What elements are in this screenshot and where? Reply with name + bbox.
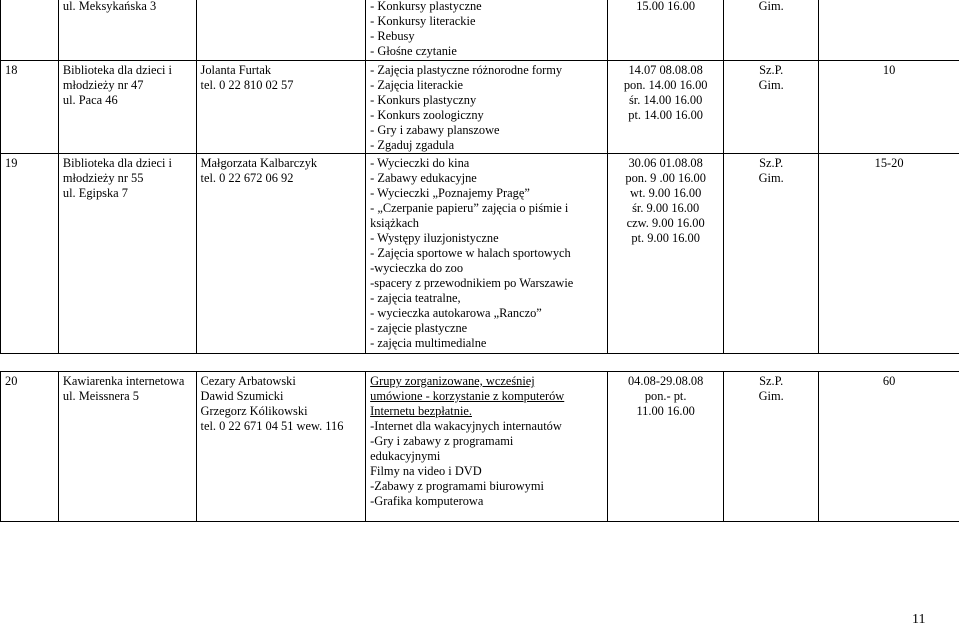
cell-line: - Wycieczki do kina: [370, 156, 470, 170]
cell-line: 11.00 16.00: [636, 404, 695, 418]
cell-line: Małgorzata Kalbarczyk: [200, 156, 318, 170]
participants-cell: [819, 0, 959, 61]
institution-cell: [58, 61, 196, 154]
cell-line: - Zajęcia plastyczne różnorodne formy: [370, 63, 563, 77]
cell-line: 15.00 16.00: [636, 0, 696, 13]
cell-line: Jolanta Furtak: [200, 63, 272, 77]
group-cell: [724, 372, 819, 522]
row-number-cell: [1, 0, 59, 61]
cell-line: pon. 14.00 16.00: [623, 78, 708, 92]
institution-cell: [58, 372, 196, 522]
cell-line: książkach: [370, 216, 420, 230]
cell-line: Kawiarenka internetowa: [62, 374, 185, 388]
dates-cell: [608, 372, 724, 522]
cell-line: Biblioteka dla dzieci i: [62, 156, 172, 170]
contact-cell: [196, 154, 366, 354]
cell-line: wt. 9.00 16.00: [630, 186, 702, 200]
cell-line: - Konkurs plastyczny: [370, 93, 477, 107]
cell-line: ul. Meksykańska 3: [62, 0, 157, 13]
cell-line: pt. 9.00 16.00: [631, 231, 700, 245]
contact-cell: [196, 0, 366, 61]
cell-line: - Głośne czytanie: [370, 44, 457, 58]
cell-line: śr. 14.00 16.00: [628, 93, 703, 107]
cell-line: Filmy na video i DVD: [370, 464, 482, 478]
cell-line: 04.08-29.08.08: [627, 374, 704, 388]
cell-line: Dawid Szumicki: [200, 389, 284, 403]
cell-line: czw. 9.00 16.00: [626, 216, 705, 230]
cell-line: -Internet dla wakacyjnych internautów: [370, 419, 562, 433]
group-cell: [724, 154, 819, 354]
cell-line: - Zajęcia literackie: [370, 78, 464, 92]
cell-line: Internetu bezpłatnie.: [370, 404, 472, 418]
cell-line: umówione - korzystanie z komputerów: [370, 389, 565, 403]
cell-line: ul. Egipska 7: [62, 186, 128, 200]
cell-line: - zajęcie plastyczne: [370, 321, 468, 335]
activities-cell: [366, 0, 608, 61]
institution-cell: [58, 0, 196, 61]
cell-line: pt. 14.00 16.00: [628, 108, 703, 122]
cell-line: - wycieczka autokarowa „Ranczo”: [370, 306, 542, 320]
cell-line: tel. 0 22 671 04 51 wew. 116: [200, 419, 344, 433]
row-number-cell: 20: [1, 372, 59, 522]
cell-line: -Gry i zabawy z programami: [370, 434, 514, 448]
cell-line: - Konkurs zoologiczny: [370, 108, 484, 122]
activities-cell: [366, 154, 608, 354]
cell-line: - zajęcia teatralne,: [370, 291, 461, 305]
institution-cell: [58, 154, 196, 354]
cell-line: - Zgaduj zgadula: [370, 138, 455, 152]
cell-line: - Konkursy literackie: [370, 14, 476, 28]
table-row: [1, 372, 959, 522]
group-cell: [724, 0, 819, 61]
cell-line: Cezary Arbatowski: [200, 374, 296, 388]
cell-line: Gim.: [758, 78, 784, 92]
cell-line: pon. 9 .00 16.00: [625, 171, 706, 185]
cell-line: Gim.: [758, 171, 784, 185]
cell-line: - Występy iluzjonistyczne: [370, 231, 499, 245]
cell-line: Grupy zorganizowane, wcześniej: [370, 374, 535, 388]
cell-line: - Zajęcia sportowe w halach sportowych: [370, 246, 571, 260]
cell-line: -Grafika komputerowa: [370, 494, 484, 508]
cell-line: 30.06 01.08.08: [628, 156, 703, 170]
contact-cell: [196, 61, 366, 154]
table-row: [1, 154, 959, 354]
cell-line: tel. 0 22 672 06 92: [200, 171, 294, 185]
cell-line: -wycieczka do zoo: [370, 261, 464, 275]
cell-line: - Gry i zabawy planszowe: [370, 123, 500, 137]
cell-line: - zajęcia multimedialne: [370, 336, 487, 350]
cell-line: tel. 0 22 810 02 57: [200, 78, 294, 92]
cell-line: Sz.P.: [759, 374, 784, 388]
activities-cell: [366, 372, 608, 522]
cell-line: Sz.P.: [759, 63, 784, 77]
cell-line: edukacyjnymi: [370, 449, 441, 463]
cell-line: - „Czerpanie papieru” zajęcia o piśmie i: [370, 201, 569, 215]
cell-line: 14.07 08.08.08: [628, 63, 703, 77]
cell-line: -Zabawy z programami biurowymi: [370, 479, 544, 493]
group-cell: [724, 61, 819, 154]
participants-cell: 15-20: [819, 154, 959, 354]
activities-cell: [366, 61, 608, 154]
participants-cell: 60: [819, 372, 959, 522]
contact-cell: [196, 372, 366, 522]
cell-line: - Wycieczki „Poznajemy Pragę”: [370, 186, 530, 200]
cell-line: ul. Paca 46: [62, 93, 118, 107]
table-row: [1, 0, 959, 61]
cell-line: - Rebusy: [370, 29, 415, 43]
activities-table-bottom: [0, 371, 959, 522]
cell-line: -spacery z przewodnikiem po Warszawie: [370, 276, 574, 290]
cell-line: śr. 9.00 16.00: [632, 201, 700, 215]
cell-line: młodzieży nr 47: [62, 78, 144, 92]
cell-line: młodzieży nr 55: [62, 171, 144, 185]
cell-line: Grzegorz Kólikowski: [200, 404, 308, 418]
cell-line: Biblioteka dla dzieci i: [62, 63, 172, 77]
row-number-cell: 18: [1, 61, 59, 154]
table-row: [1, 61, 959, 154]
cell-line: pon.- pt.: [644, 389, 687, 403]
cell-line: - Zabawy edukacyjne: [370, 171, 477, 185]
row-number-cell: 19: [1, 154, 59, 354]
page-number: 11: [912, 612, 926, 627]
dates-cell: [608, 0, 724, 61]
cell-line: Gim.: [758, 389, 784, 403]
cell-line: - Konkursy plastyczne: [370, 0, 482, 13]
cell-line: Gim.: [758, 0, 784, 13]
dates-cell: [608, 61, 724, 154]
participants-cell: 10: [819, 61, 959, 154]
cell-line: ul. Meissnera 5: [62, 389, 139, 403]
dates-cell: [608, 154, 724, 354]
cell-line: Sz.P.: [759, 156, 784, 170]
